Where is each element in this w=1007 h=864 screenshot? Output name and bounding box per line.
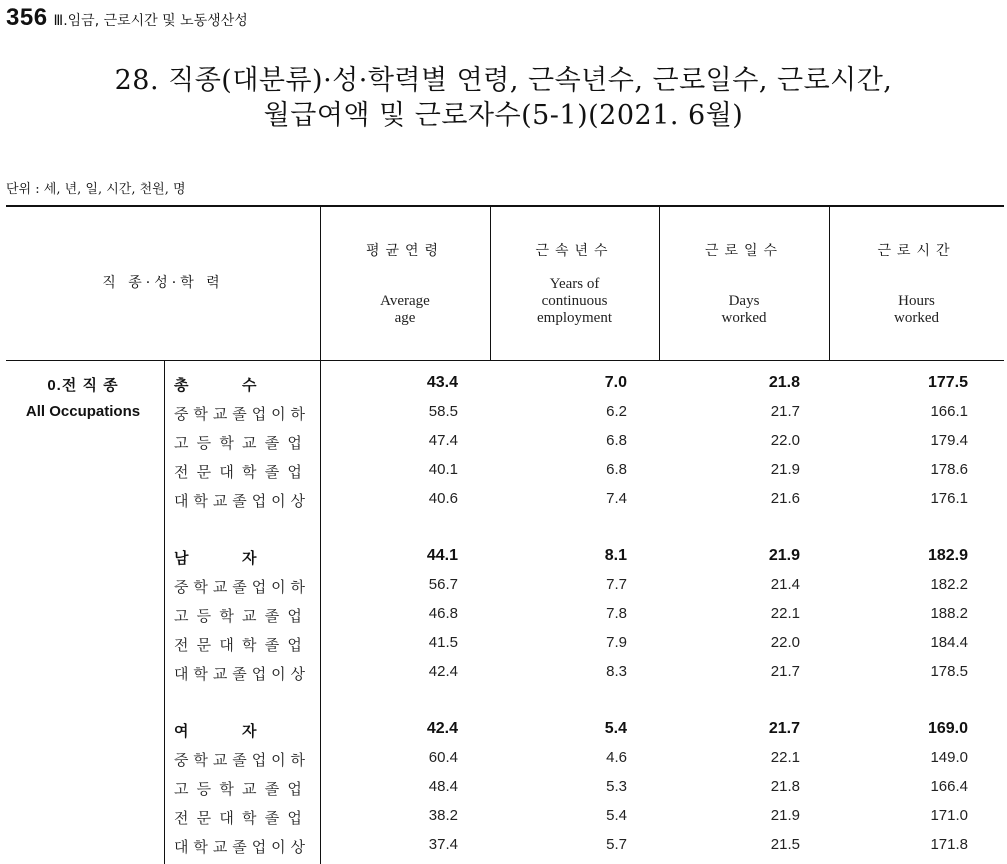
- label-char: 교: [242, 434, 257, 452]
- row-label: [174, 547, 310, 568]
- row-label-text: [174, 547, 310, 568]
- label-char: 등: [196, 607, 212, 625]
- cell-value: 22.0: [770, 634, 800, 651]
- label-char: 졸: [232, 405, 247, 423]
- row-label: [174, 749, 310, 770]
- table-row: [0, 432, 1007, 456]
- cell-value: 7.4: [606, 490, 627, 507]
- cell-value: 7.8: [606, 605, 627, 622]
- row-label: [174, 576, 310, 597]
- cell-value: 44.1: [426, 547, 458, 564]
- label-char: 이: [271, 665, 286, 683]
- cell-value: 149.0: [930, 749, 968, 766]
- column-header-en: worked: [894, 310, 939, 326]
- label-char: 중: [174, 751, 189, 769]
- column-header-en: continuous: [541, 293, 608, 309]
- label-char: 이: [271, 405, 286, 423]
- header-bottom-rule: [6, 360, 1004, 361]
- label-char: 교: [242, 780, 257, 798]
- label-char: 전: [174, 636, 189, 654]
- label-char: 교: [212, 405, 228, 423]
- label-char: 이: [271, 751, 286, 769]
- label-char: 이: [271, 492, 286, 510]
- row-label-text: [174, 778, 310, 799]
- label-char: 상: [290, 665, 306, 683]
- label-char: 학: [193, 838, 208, 856]
- cell-value: 42.4: [428, 663, 458, 680]
- label-char: 하: [290, 751, 306, 769]
- cell-value: 7.0: [604, 374, 627, 391]
- label-char: 졸: [232, 578, 247, 596]
- row-label-text: [174, 576, 310, 597]
- label-char: 고: [174, 780, 189, 798]
- label-char: 대: [219, 636, 234, 654]
- row-label: [174, 778, 310, 799]
- cell-value: 178.5: [930, 663, 968, 680]
- label-char: 업: [287, 607, 302, 625]
- table-row: [0, 663, 1007, 687]
- label-char: 수: [242, 376, 257, 394]
- cell-value: 166.1: [930, 403, 968, 420]
- label-char: 교: [212, 665, 228, 683]
- label-char: 업: [251, 492, 267, 510]
- table-row: [0, 461, 1007, 485]
- label-char: 학: [219, 434, 234, 452]
- table-row: [0, 778, 1007, 802]
- column-header-ko: 근속년수: [535, 243, 614, 259]
- label-char: 학: [193, 405, 208, 423]
- row-label-text: [174, 720, 310, 741]
- label-char: 대: [219, 463, 234, 481]
- label-char: 대: [219, 809, 234, 827]
- table-row: [0, 605, 1007, 629]
- cell-value: 21.9: [770, 461, 800, 478]
- column-header-en: Average: [380, 293, 430, 309]
- label-char: 학: [242, 809, 257, 827]
- row-label-text: [174, 807, 310, 828]
- cell-value: 21.9: [768, 547, 800, 564]
- occupation-header: [6, 272, 320, 292]
- column-header-en: Days: [728, 293, 760, 309]
- column-header: [829, 207, 1004, 357]
- label-char: 문: [196, 463, 212, 481]
- label-char: 졸: [264, 636, 280, 654]
- cell-value: 8.1: [604, 547, 627, 564]
- label-char: 남: [174, 549, 189, 567]
- cell-value: 7.7: [606, 576, 627, 593]
- label-char: 자: [242, 549, 257, 567]
- row-label: [174, 634, 310, 655]
- column-header-en: age: [394, 310, 416, 326]
- cell-value: 177.5: [927, 374, 968, 391]
- cell-value: 8.3: [606, 663, 627, 680]
- column-header-ko: 평균연령: [365, 243, 445, 259]
- row-label-text: [174, 749, 310, 770]
- cell-value: 7.9: [606, 634, 627, 651]
- label-char: 대: [174, 838, 189, 856]
- cell-value: 21.5: [770, 836, 800, 853]
- cell-value: 48.4: [428, 778, 458, 795]
- table-row: [0, 634, 1007, 658]
- table-row: [0, 576, 1007, 600]
- cell-value: 42.4: [426, 720, 458, 737]
- label-char: 업: [251, 751, 267, 769]
- cell-value: 22.1: [770, 749, 800, 766]
- label-char: 업: [287, 434, 302, 452]
- label-char: 총: [174, 376, 189, 394]
- row-label: [174, 461, 310, 482]
- section-title: Ⅲ.임금, 근로시간 및 노동생산성: [53, 13, 248, 29]
- label-char: 대: [174, 492, 189, 510]
- label-char: 학: [242, 463, 257, 481]
- cell-value: 40.6: [428, 490, 458, 507]
- column-header-ko: 근로일수: [704, 243, 784, 259]
- label-char: 업: [287, 463, 302, 481]
- label-char: 학: [219, 780, 234, 798]
- label-char: 중: [174, 405, 189, 423]
- cell-value: 46.8: [428, 605, 458, 622]
- cell-value: 5.3: [606, 778, 627, 795]
- label-char: 교: [212, 838, 228, 856]
- cell-value: 21.6: [770, 490, 800, 507]
- label-char: 등: [196, 434, 212, 452]
- row-label: [174, 663, 310, 684]
- label-char: 교: [212, 492, 228, 510]
- label-char: 자: [242, 722, 257, 740]
- cell-value: 166.4: [930, 778, 968, 795]
- cell-value: 58.5: [428, 403, 458, 420]
- row-label: [174, 374, 310, 395]
- label-char: 교: [212, 578, 228, 596]
- row-label: [174, 720, 310, 741]
- row-label: [174, 403, 310, 424]
- label-char: 업: [251, 838, 267, 856]
- cell-value: 5.4: [604, 720, 627, 737]
- table-row: [0, 807, 1007, 831]
- cell-value: 47.4: [428, 432, 458, 449]
- table-title-line-1: 28. 직종(대분류)·성·학력별 연령, 근속년수, 근로일수, 근로시간,: [114, 65, 893, 96]
- occupation-header-label: 직 종·성·학 력: [102, 275, 224, 291]
- group-total-row: [0, 720, 1007, 744]
- running-head: [6, 4, 248, 34]
- row-label-text: [174, 836, 310, 857]
- cell-value: 60.4: [428, 749, 458, 766]
- cell-value: 184.4: [930, 634, 968, 651]
- row-label: [174, 807, 310, 828]
- cell-value: 38.2: [428, 807, 458, 824]
- label-char: 졸: [264, 607, 280, 625]
- cell-value: 182.2: [930, 576, 968, 593]
- label-char: 학: [193, 578, 208, 596]
- label-char: 교: [212, 751, 228, 769]
- occupation-name-ko: 0.전 직 종: [47, 377, 119, 394]
- row-label-text: [174, 374, 310, 395]
- cell-value: 21.9: [770, 807, 800, 824]
- column-header-ko: 근로시간: [877, 243, 956, 259]
- column-header-en: employment: [537, 310, 612, 326]
- cell-value: 43.4: [426, 374, 458, 391]
- cell-value: 188.2: [930, 605, 968, 622]
- cell-value: 171.0: [930, 807, 968, 824]
- table-row: [0, 490, 1007, 514]
- page-number: 356: [6, 4, 48, 31]
- cell-value: 21.7: [770, 663, 800, 680]
- label-char: 업: [251, 578, 267, 596]
- label-char: 교: [242, 607, 257, 625]
- label-char: 학: [242, 636, 257, 654]
- label-char: 대: [174, 665, 189, 683]
- label-char: 업: [251, 665, 267, 683]
- label-char: 중: [174, 578, 189, 596]
- label-char: 여: [174, 722, 189, 740]
- label-char: 졸: [264, 463, 280, 481]
- row-label-text: [174, 490, 310, 511]
- cell-value: 56.7: [428, 576, 458, 593]
- occupation-name-en: All Occupations: [25, 403, 141, 420]
- label-char: 졸: [232, 838, 247, 856]
- cell-value: 5.4: [606, 807, 627, 824]
- row-label-text: [174, 663, 310, 684]
- row-label-text: [174, 432, 310, 453]
- label-char: 하: [290, 578, 306, 596]
- cell-value: 21.8: [770, 778, 800, 795]
- cell-value: 178.6: [930, 461, 968, 478]
- cell-value: 37.4: [428, 836, 458, 853]
- cell-value: 41.5: [428, 634, 458, 651]
- label-char: 문: [196, 809, 212, 827]
- cell-value: 4.6: [606, 749, 627, 766]
- row-label-text: [174, 403, 310, 424]
- column-header: [659, 207, 829, 357]
- cell-value: 40.1: [428, 461, 458, 478]
- row-label-text: [174, 605, 310, 626]
- label-char: 업: [287, 780, 302, 798]
- label-char: 업: [251, 405, 267, 423]
- label-char: 학: [193, 665, 208, 683]
- label-char: 졸: [264, 809, 280, 827]
- label-char: 업: [287, 809, 302, 827]
- label-char: 졸: [264, 780, 280, 798]
- table-row: [0, 403, 1007, 427]
- cell-value: 171.8: [930, 836, 968, 853]
- row-label-text: [174, 634, 310, 655]
- cell-value: 169.0: [927, 720, 968, 737]
- label-char: 등: [196, 780, 212, 798]
- label-char: 졸: [232, 492, 247, 510]
- group-total-row: [0, 374, 1007, 398]
- label-char: 문: [196, 636, 212, 654]
- label-char: 전: [174, 463, 189, 481]
- cell-value: 22.0: [770, 432, 800, 449]
- cell-value: 6.8: [606, 432, 627, 449]
- cell-value: 21.8: [768, 374, 800, 391]
- column-header-en: worked: [721, 310, 767, 326]
- row-label: [174, 605, 310, 626]
- label-char: 이: [271, 578, 286, 596]
- cell-value: 179.4: [930, 432, 968, 449]
- label-char: 하: [290, 405, 306, 423]
- cell-value: 21.4: [770, 576, 800, 593]
- label-char: 학: [193, 751, 208, 769]
- cell-value: 6.8: [606, 461, 627, 478]
- column-header-en: Years of: [549, 276, 600, 292]
- label-char: 졸: [264, 434, 280, 452]
- label-char: 고: [174, 607, 189, 625]
- column-header: [490, 207, 659, 357]
- table-row: [0, 749, 1007, 773]
- cell-value: 182.9: [927, 547, 968, 564]
- cell-value: 22.1: [770, 605, 800, 622]
- row-label-text: [174, 461, 310, 482]
- column-header-en: Hours: [898, 293, 935, 309]
- row-label: [174, 490, 310, 511]
- label-char: 상: [290, 838, 306, 856]
- unit-note: 단위 : 세, 년, 일, 시간, 천원, 명: [6, 182, 186, 197]
- table-title-line-2: 월급여액 및 근로자수(5-1)(2021. 6월): [263, 100, 744, 131]
- label-char: 학: [193, 492, 208, 510]
- group-total-row: [0, 547, 1007, 571]
- label-char: 전: [174, 809, 189, 827]
- label-char: 이: [271, 838, 286, 856]
- cell-value: 176.1: [930, 490, 968, 507]
- row-label: [174, 432, 310, 453]
- label-char: 업: [287, 636, 302, 654]
- column-header: [320, 207, 490, 357]
- label-char: 졸: [232, 665, 247, 683]
- cell-value: 6.2: [606, 403, 627, 420]
- label-char: 상: [290, 492, 306, 510]
- cell-value: 21.7: [770, 403, 800, 420]
- label-char: 졸: [232, 751, 247, 769]
- label-char: 학: [219, 607, 234, 625]
- label-char: 고: [174, 434, 189, 452]
- cell-value: 5.7: [606, 836, 627, 853]
- table-row: [0, 836, 1007, 860]
- cell-value: 21.7: [768, 720, 800, 737]
- row-label: [174, 836, 310, 857]
